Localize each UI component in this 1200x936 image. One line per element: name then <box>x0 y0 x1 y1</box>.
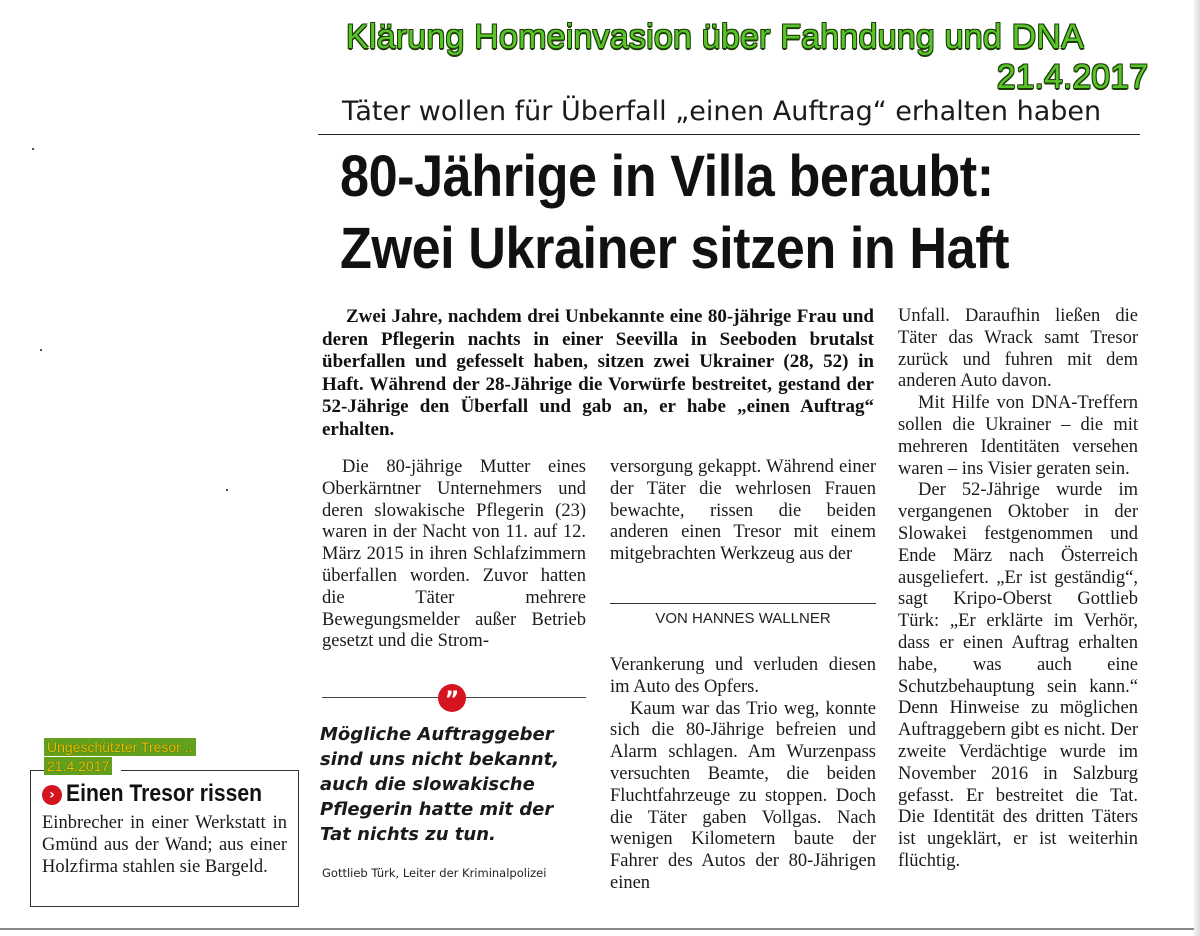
column-2-paragraph-2: Kaum war das Trio weg, konnte sich die 80-Jährige befreien und Alarm schlagen. Am Wurzenpass versuchten Beamte, die beiden Fluchtfahrzeuge zu stoppen. Doch die Täter gaben Vollgas. Nach wenigen Kilometern baute der Fahrer des Autos der 80-Jährigen einen <box>610 698 876 893</box>
column-2-continuation: versorgung gekappt. Während einer der Täter die wehrlosen Frauen bewachte, rissen die beiden anderen einen Tresor mit einem mitgebrachten Werkzeug aus der <box>610 457 876 565</box>
article-column-2-bottom <box>610 655 876 895</box>
article-lead: Zwei Jahre, nachdem drei Unbekannte eine 80-jährige Frau und deren Pflegerin nachts in einer Seevilla in Seeboden brutalst überfallen und gefesselt haben, sitzen zwei Ukrainer (28, 52) in Haft. Während der 28-Jährige die Vorwürfe bestreitet, gestand der 52-Jährige den Überfall und gab an, er habe „einen Auftrag“ erhalten. <box>322 306 874 440</box>
quote-marks-icon: ” <box>438 684 466 712</box>
sidebar-box-top-edge <box>30 770 44 771</box>
headline-line-2: Zwei Ukrainer sitzen in Haft <box>340 216 1010 281</box>
sidebar-title: Einen Tresor rissen <box>66 780 263 807</box>
overlay-date: 21.4.2017 <box>996 58 1148 96</box>
article-column-2-top <box>610 457 876 566</box>
article-column-1 <box>322 457 586 653</box>
column-2-paragraph-1: Verankerung und verluden diesen im Auto des Opfers. <box>610 655 876 697</box>
quote-attribution: Gottlieb Türk, Leiter der Kriminalpolizei <box>322 866 547 880</box>
scan-speck <box>32 148 34 150</box>
arrow-right-icon: › <box>42 785 62 805</box>
column-3-paragraph-3: Der 52-Jährige wurde im vergangenen Oktober in der Slowakei festgenommen und Ende März nach Österreich ausgeliefert. „Er ist geständig“, sagt Kripo-Oberst Gottlieb Türk: „Er erklärte im Verhör, dass er einen Auftrag erhalten habe, was auch eine Schutzbehauptung sein kann.“ Denn Hinweise zu möglichen Auftraggebern gibt es nicht. Der zweite Verdächtige wurde im November 2016 in Salzburg gefasst. Er bestreitet die Tat. Die Identität des dritten Täters ist ungeklärt, er ist weiterhin flüchtig. <box>898 480 1138 871</box>
byline-divider <box>610 603 876 604</box>
column-3-paragraph-2: Mit Hilfe von DNA-Treffern sollen die Ukrainer – die mit mehreren Identitäten versehen waren – ins Visier geraten sein. <box>898 393 1138 479</box>
overlay-title: Klärung Homeinvasion über Fahndung und DNA <box>346 18 1084 56</box>
scan-speck <box>226 489 228 491</box>
article-column-3 <box>898 306 1138 873</box>
sidebar-overlay-date: 21.4.2017 <box>44 757 112 775</box>
scan-speck <box>40 349 42 351</box>
sidebar-overlay-label: Ungeschützter Tresor .. <box>44 738 196 756</box>
column-1-paragraph: Die 80-jährige Mutter eines Oberkärntner Unternehmers und deren slowakische Pflegerin (23) waren in der Nacht von 11. auf 12. März 2015 in ihren Schlafzimmern überfallen worden. Zuvor hatten die Täter mehrere Bewegungsmelder außer Betrieb gesetzt und die Strom- <box>322 457 586 652</box>
sidebar-text: Einbrecher in einer Werkstatt in Gmünd aus der Wand; aus einer Holzfirma stahlen sie Bargeld. <box>42 813 287 877</box>
page-bottom-edge <box>0 928 1200 930</box>
kicker-divider <box>318 134 1140 135</box>
sidebar-box-top-edge <box>121 770 298 771</box>
column-3-paragraph-1: Unfall. Daraufhin ließen die Täter das Wrack samt Tresor zurück und fuhren mit dem anderen Auto davon. <box>898 306 1138 392</box>
headline-line-1: 80-Jährige in Villa beraubt: <box>340 144 994 209</box>
page-right-edge <box>1194 0 1200 936</box>
article-kicker: Täter wollen für Überfall „einen Auftrag“ erhalten haben <box>342 96 1102 127</box>
author-byline: VON HANNES WALLNER <box>655 610 831 627</box>
pull-quote: Mögliche Auftraggeber sind uns nicht bekannt, auch die slowakische Pflegerin hatte mit der Tat nichts zu tun. <box>320 724 560 845</box>
